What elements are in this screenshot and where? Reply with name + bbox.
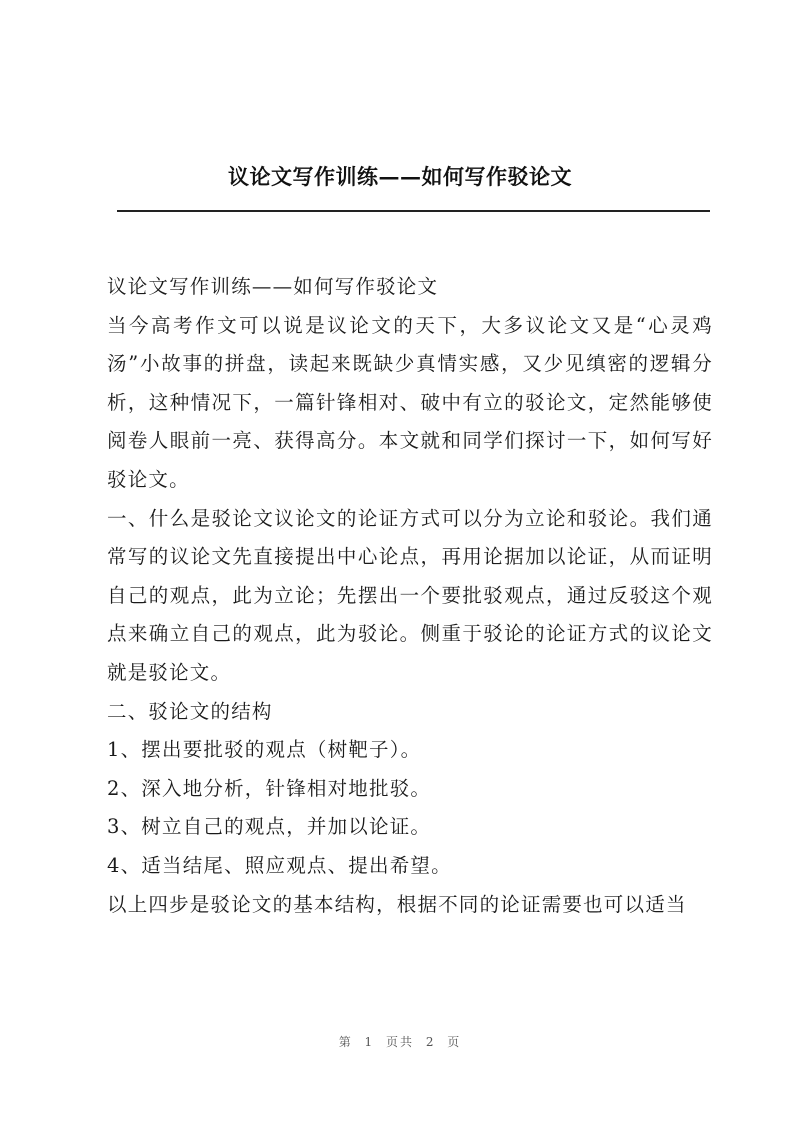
page-footer: 第 1 页共 2 页 xyxy=(338,1035,462,1049)
paragraph-intro: 当今高考作文可以说是议论文的天下，大多议论文又是“心灵鸡汤”小故事的拼盘，读起来既缺少真情实感，又少见缜密的逻辑分析，这种情况下，一篇针锋相对、破中有立的驳论文，定然能够使阅卷人眼前一亮、获得高分。本文就和同学们探讨一下，如何写好驳论文。 xyxy=(107,313,713,491)
paragraph-section-1: 一、什么是驳论文议论文的论证方式可以分为立论和驳论。我们通常写的议论文先直接提出中心论点，再用论据加以论证，从而证明自己的观点，此为立论；先摆出一个要批驳观点，通过反驳这个观点来确立自己的观点，此为驳论。侧重于驳论的论证方式的议论文就是驳论文。 xyxy=(107,506,713,684)
paragraph-closing: 以上四步是驳论文的基本结构，根据不同的论证需要也可以适当 xyxy=(107,892,687,916)
list-item: 1、摆出要批驳的观点（树靶子）。 xyxy=(107,738,422,762)
list-item: 3、树立自己的观点，并加以论证。 xyxy=(107,815,432,839)
paragraph-heading: 议论文写作训练——如何写作驳论文 xyxy=(107,275,439,298)
page-title: 议论文写作训练——如何写作驳论文 xyxy=(228,164,572,189)
title-underline xyxy=(117,210,710,212)
paragraph-section-2-heading: 二、驳论文的结构 xyxy=(107,699,273,723)
document-body xyxy=(107,268,713,924)
list-item: 4、适当结尾、照应观点、提出希望。 xyxy=(107,853,452,877)
list-item: 2、深入地分析，针锋相对地批驳。 xyxy=(107,776,432,800)
